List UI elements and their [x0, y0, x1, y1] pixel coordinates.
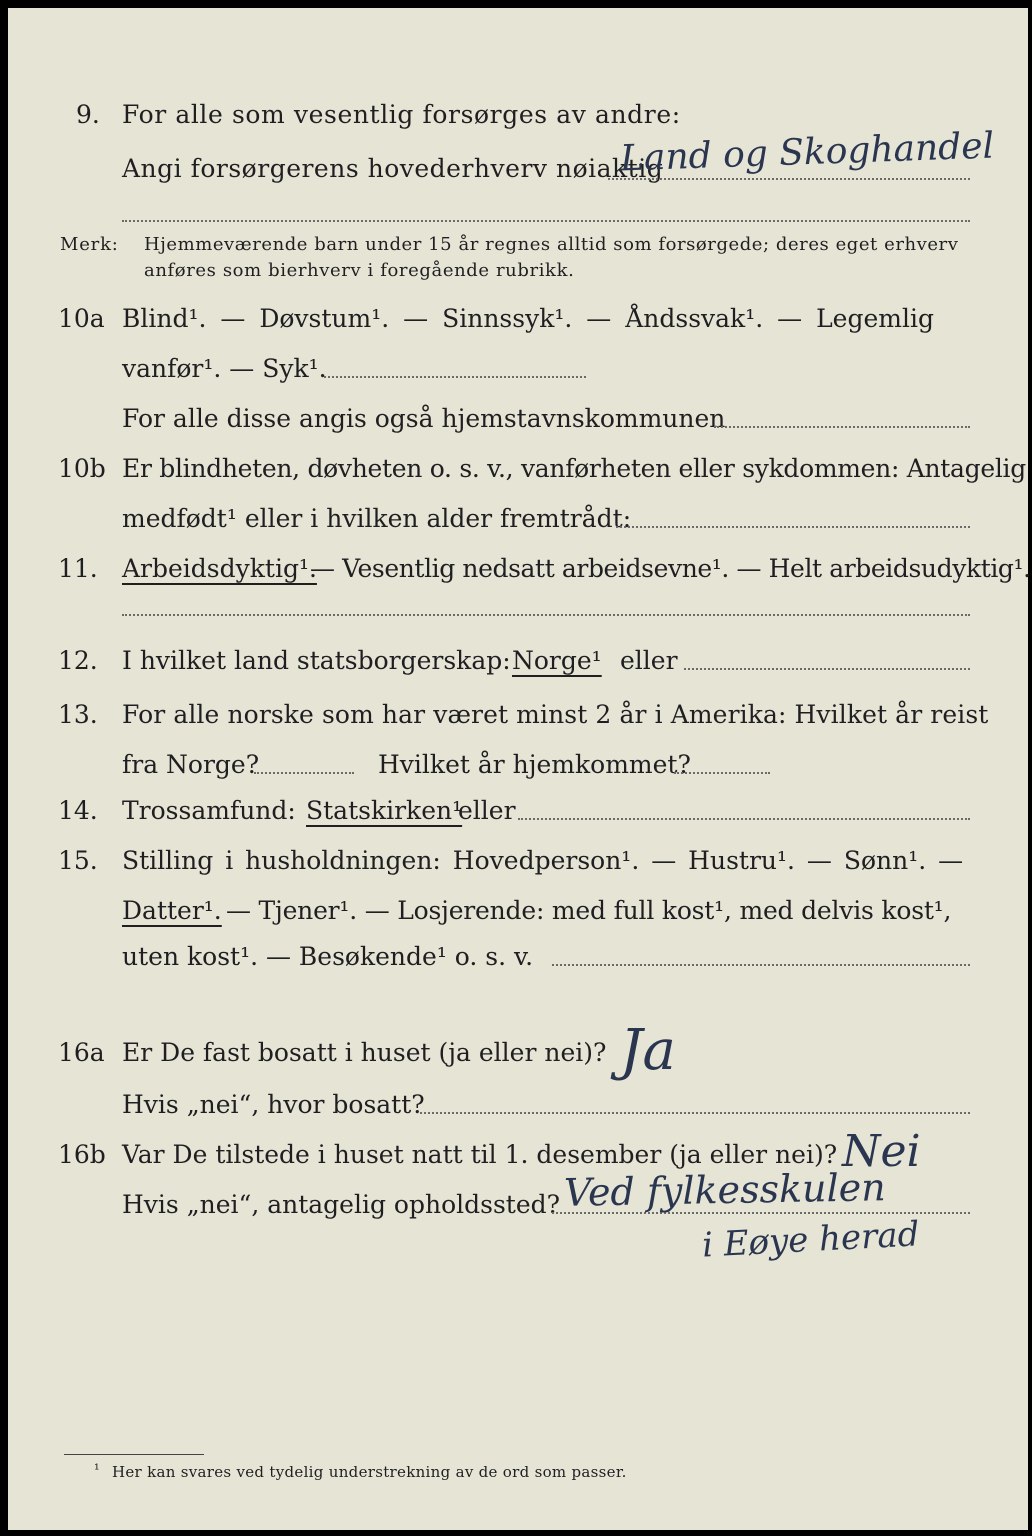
q13-line2b: Hvilket år hjemkommet?	[378, 750, 691, 779]
footnote-mark: ¹	[94, 1462, 100, 1478]
q9-answer-line	[608, 178, 970, 180]
q14-text: Trossamfund:	[122, 796, 296, 825]
q13-line1: For alle norske som har været minst 2 år i Amerika: Hvilket år reist	[122, 700, 989, 729]
q10b-line2: medfødt¹ eller i hvilken alder fremtrådt:	[122, 504, 632, 533]
q9-line2: Angi forsørgerens hovederhverv nøiaktig	[122, 154, 664, 183]
q14-option-statskirken: Statskirken¹	[306, 796, 463, 825]
q14-answer-line	[518, 818, 970, 820]
q9-extra-line	[122, 220, 970, 222]
q15-line2-rest: — Tjener¹. — Losjerende: med full kost¹, med delvis kost¹,	[226, 896, 952, 925]
footnote-rule	[64, 1454, 204, 1455]
q10a-line3: For alle disse angis også hjemstavnskommunen	[122, 404, 726, 433]
footnote-text: Her kan svares ved tydelig understrekning av de ord som passer.	[112, 1463, 627, 1481]
q13-reist-line	[254, 772, 354, 774]
q12-eller: eller	[620, 646, 678, 675]
q16b-line2: Hvis „nei“, antagelig opholdssted?	[122, 1190, 561, 1219]
q10a-syk-line	[324, 376, 586, 378]
q13-line2a: fra Norge?	[122, 750, 260, 779]
merk-label: Merk:	[60, 234, 119, 255]
q9-number: 9.	[76, 100, 100, 129]
q14-eller: eller	[458, 796, 516, 825]
q11-rest: — Vesentlig nedsatt arbeidsevne¹. — Helt arbeidsudyktig¹.	[310, 554, 1031, 583]
q15-line1: Stilling i husholdningen: Hovedperson¹. — Hustru¹. — Sønn¹. —	[122, 846, 964, 875]
q9-handwritten-answer: Land og Skoghandel	[619, 125, 995, 180]
q15-option-datter: Datter¹.	[122, 896, 222, 925]
q16a-bosatt-line	[420, 1112, 970, 1114]
q10a-line2: vanfør¹. — Syk¹.	[122, 354, 327, 383]
q16b-number: 16b	[58, 1140, 106, 1169]
q12-number: 12.	[58, 646, 98, 675]
q16a-handwritten-answer: Ja	[620, 1018, 676, 1083]
q16a-line1: Er De fast bosatt i huset (ja eller nei)?	[122, 1038, 607, 1067]
q13-number: 13.	[58, 700, 98, 729]
q14-number: 14.	[58, 796, 98, 825]
q12-text: I hvilket land statsborgerskap:	[122, 646, 511, 675]
q16b-handwritten-answer2b: i Eøye herad	[701, 1214, 921, 1266]
merk-line2: anføres som bierhverv i foregående rubrikk.	[144, 260, 575, 281]
q13-hjemkommet-line	[674, 772, 770, 774]
merk-line1: Hjemmeværende barn under 15 år regnes alltid som forsørgede; deres eget erhverv	[144, 234, 959, 255]
q15-number: 15.	[58, 846, 98, 875]
q15-line3: uten kost¹. — Besøkende¹ o. s. v.	[122, 942, 534, 971]
form-page	[8, 8, 1031, 1530]
q16a-line2: Hvis „nei“, hvor bosatt?	[122, 1090, 425, 1119]
q15-answer-line	[552, 964, 970, 966]
q9-line1: For alle som vesentlig forsørges av andre:	[122, 100, 681, 129]
q16a-number: 16a	[58, 1038, 105, 1067]
q16b-handwritten-answer2a: Ved fylkesskulen	[563, 1165, 887, 1215]
q12-option-norge: Norge¹	[512, 646, 602, 675]
q10b-line1: Er blindheten, døvheten o. s. v., vanførheten eller sykdommen: Antagelig	[122, 454, 1026, 483]
q10b-answer-line	[616, 526, 970, 528]
q10a-number: 10a	[58, 304, 105, 333]
q16b-line1: Var De tilstede i huset natt til 1. desember (ja eller nei)?	[122, 1140, 838, 1169]
q12-answer-line	[684, 668, 970, 670]
q10a-line1: Blind¹. — Døvstum¹. — Sinnssyk¹. — Åndssvak¹. — Legemlig	[122, 304, 934, 333]
q11-option-arbeidsdyktig: Arbeidsdyktig¹.	[122, 554, 317, 583]
q11-number: 11.	[58, 554, 98, 583]
q11-extra-line	[122, 614, 970, 616]
q10b-number: 10b	[58, 454, 106, 483]
q16b-handwritten-answer1: Nei	[842, 1126, 921, 1177]
q10a-hjemstavn-line	[714, 426, 970, 428]
